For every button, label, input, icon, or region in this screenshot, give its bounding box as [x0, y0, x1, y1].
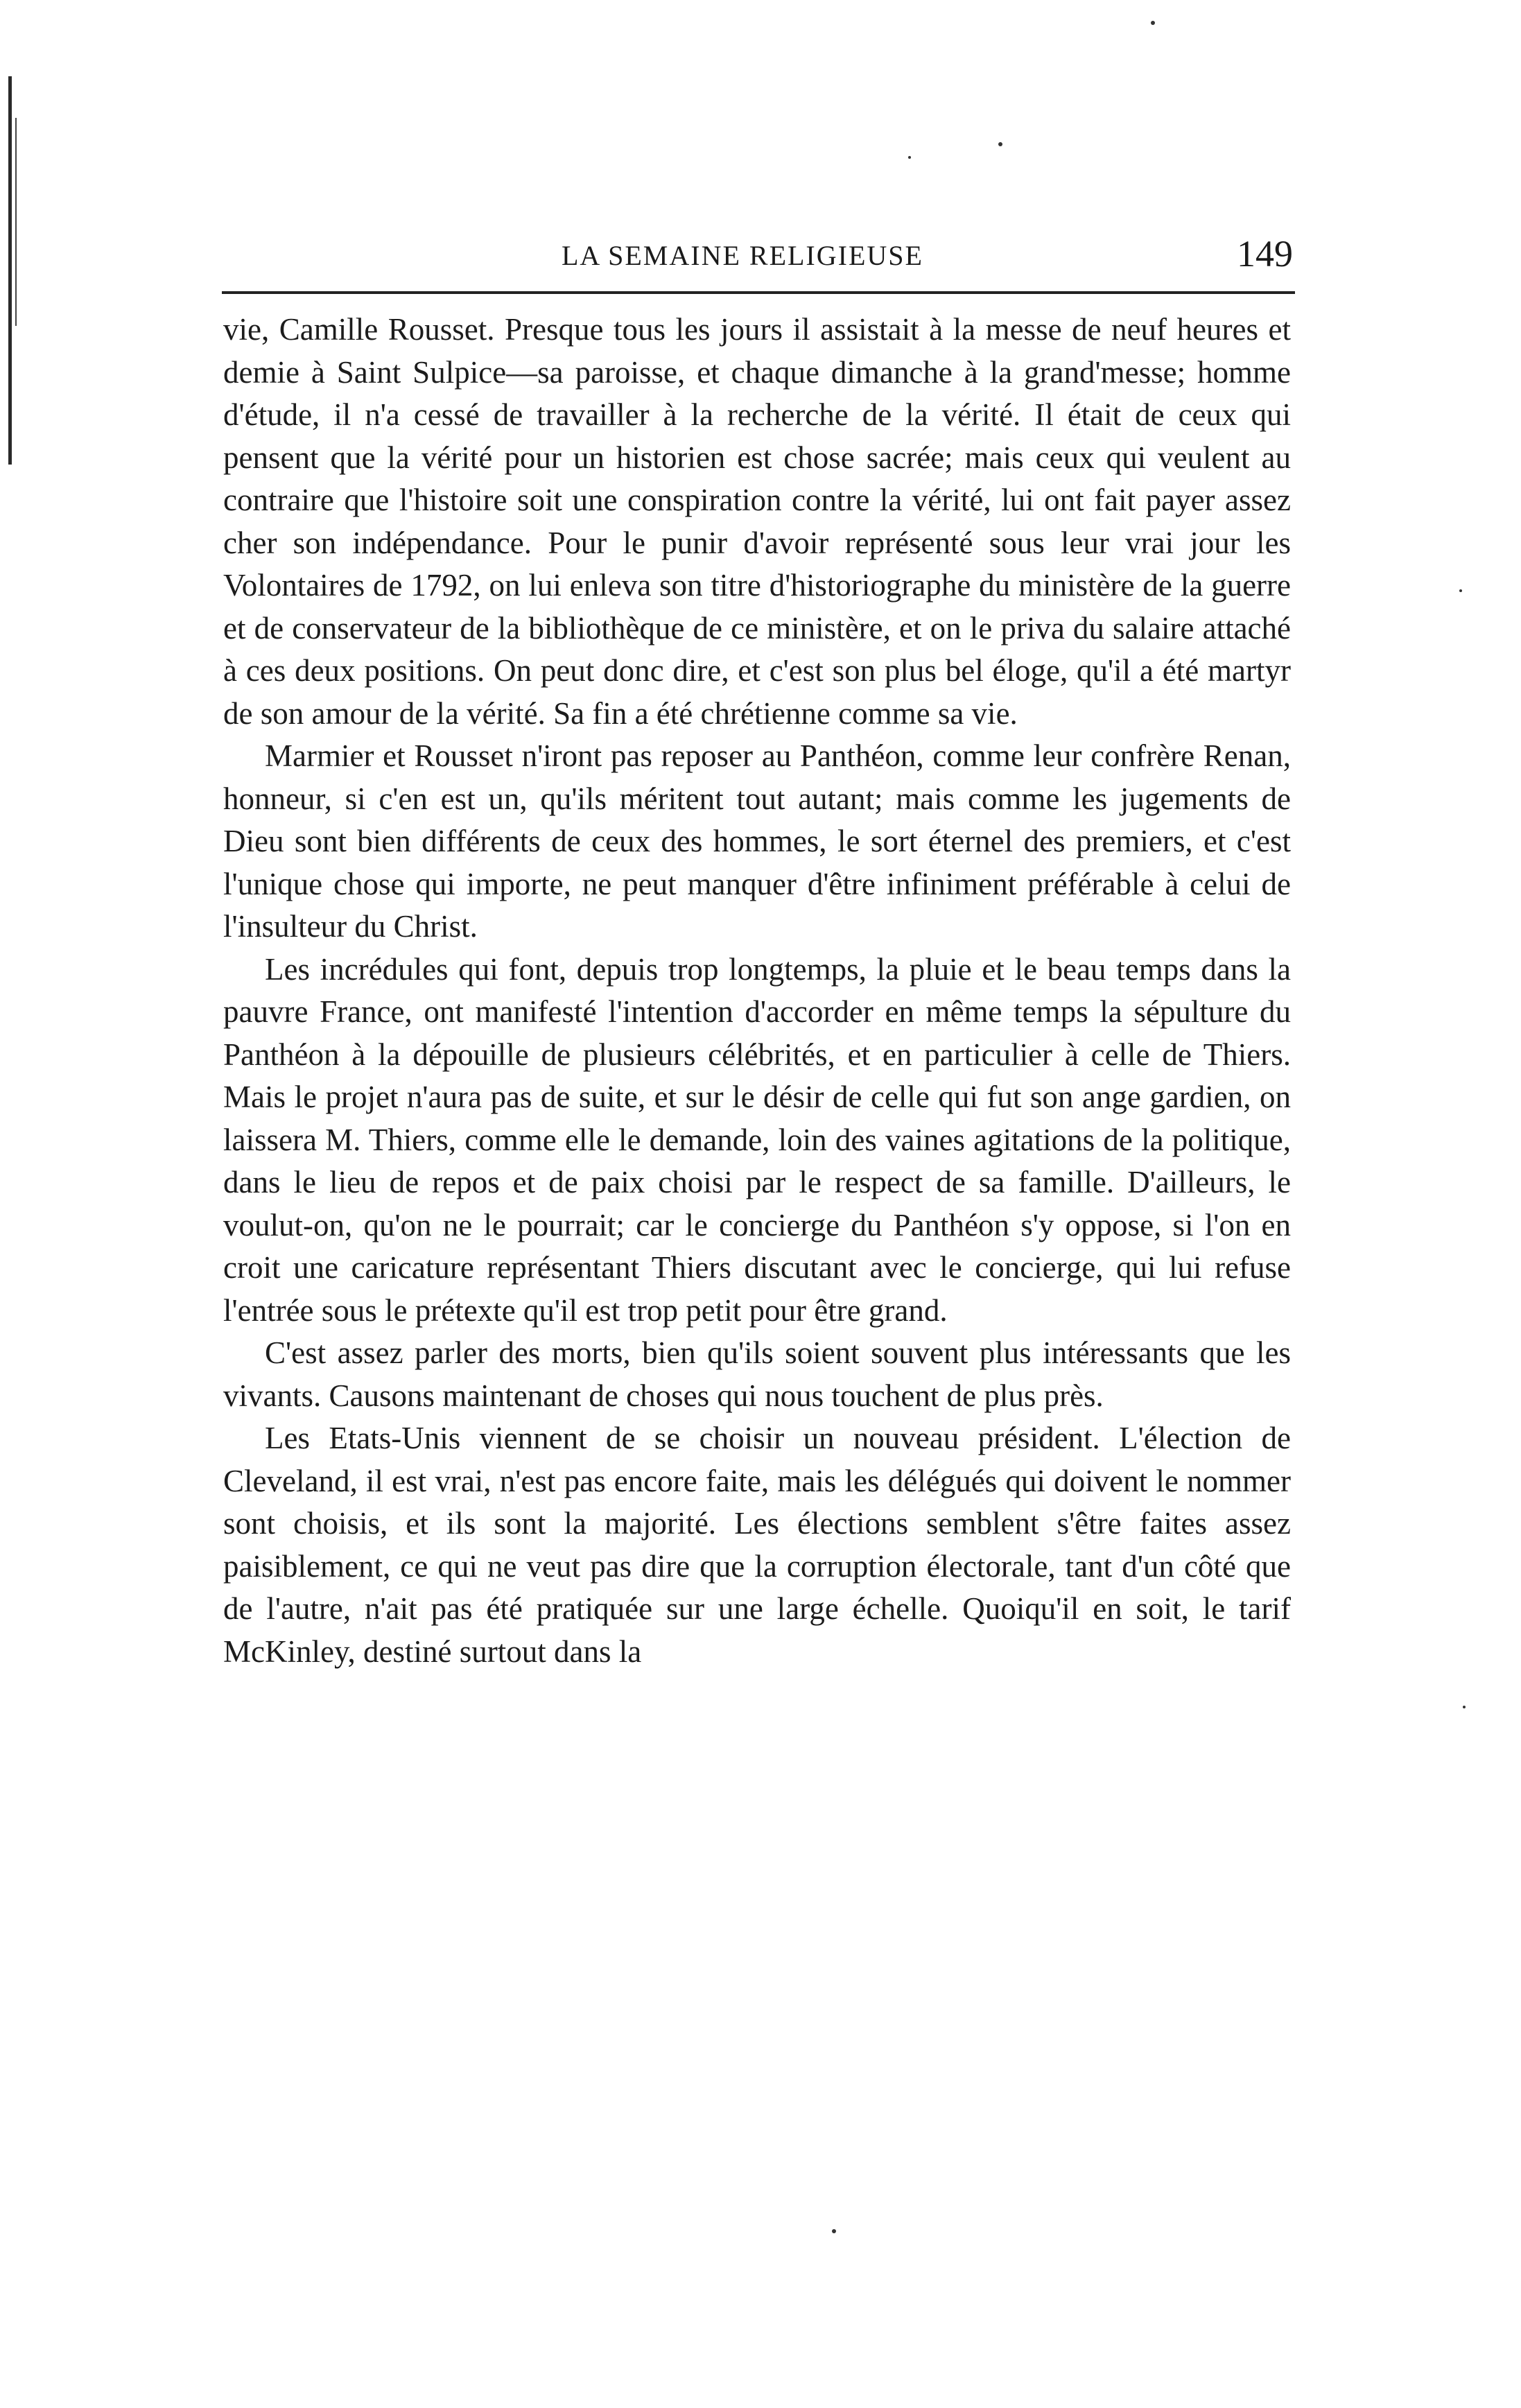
header-rule — [222, 291, 1295, 294]
scan-speck — [908, 156, 911, 159]
scan-speck — [998, 142, 1002, 146]
paragraph: C'est assez parler des morts, bien qu'ils soient souvent plus intéressants que les vivants. Causons maintenant de choses qui nous touchent de plus près. — [223, 1335, 1291, 1413]
page-header — [222, 232, 1293, 281]
scan-speck — [1463, 1706, 1466, 1708]
body-text — [223, 309, 1291, 1673]
binding-edge-mark-inner — [15, 118, 17, 326]
scan-speck — [832, 2229, 836, 2233]
binding-edge-mark — [8, 76, 12, 465]
paragraph: Les Etats-Unis viennent de se choisir un nouveau président. L'élection de Cleveland, il est vrai, n'est pas encore faite, mais les délégués qui doivent le nommer sont choisis, et ils sont la majorité. Les élections semblent s'être faites assez paisiblement, ce qui ne veut pas dire que la corruption électorale, tant d'un côté que de l'autre, n'ait pas été pratiquée sur une large échelle. Quoiqu'il en soit, le tarif McKinley, destiné surtout dans la — [223, 1421, 1291, 1669]
scan-speck — [1151, 21, 1155, 25]
paragraph: Marmier et Rousset n'iront pas reposer au Panthéon, comme leur confrère Renan, honneur, si c'en est un, qu'ils méritent tout autant; mais comme les jugements de Dieu sont bien différents de ceux des hommes, le sort éternel des premiers, et c'est l'unique chose qui importe, ne peut manquer d'être infiniment préférable à celui de l'insulteur du Christ. — [223, 738, 1291, 944]
scan-speck — [1459, 589, 1462, 592]
running-title: LA SEMAINE RELIGIEUSE — [562, 240, 923, 271]
paragraph: vie, Camille Rousset. Presque tous les jours il assistait à la messe de neuf heures et demie à Saint Sulpice—sa paroisse, et chaque dimanche à la grand'messe; homme d'étude, il n'a cessé de travailler à la recherche de la vérité. Il était de ceux qui pensent que la vérité pour un historien est chose sacrée; mais ceux qui veulent au contraire que l'histoire soit une conspiration contre la vérité, lui ont fait payer assez cher son indépendance. Pour le punir d'avoir représenté sous leur vrai jour les Volontaires de 1792, on lui enleva son titre d'historiographe du ministère de la guerre et de conservateur de la bibliothèque de ce ministère, et on le priva du salaire attaché à ces deux positions. On peut donc dire, et c'est son plus bel éloge, qu'il a été martyr de son amour de la vérité. Sa fin a été chrétienne comme sa vie. — [223, 312, 1291, 731]
page-number: 149 — [1237, 233, 1293, 275]
paragraph: Les incrédules qui font, depuis trop longtemps, la pluie et le beau temps dans la pauvre France, ont manifesté l'intention d'accorder en même temps la sépulture du Panthéon à la dépouille de plusieurs célébrités, et en particulier à celle de Thiers. Mais le projet n'aura pas de suite, et sur le désir de celle qui fut son ange gardien, on laissera M. Thiers, comme elle le demande, loin des vaines agitations de la politique, dans le lieu de repos et de paix choisi par le respect de sa famille. D'ailleurs, le voulut-on, qu'on ne le pourrait; car le concierge du Panthéon s'y oppose, si l'on en croit une caricature représentant Thiers discutant avec le concierge, qui lui refuse l'entrée sous le prétexte qu'il est trop petit pour être grand. — [223, 951, 1291, 1328]
